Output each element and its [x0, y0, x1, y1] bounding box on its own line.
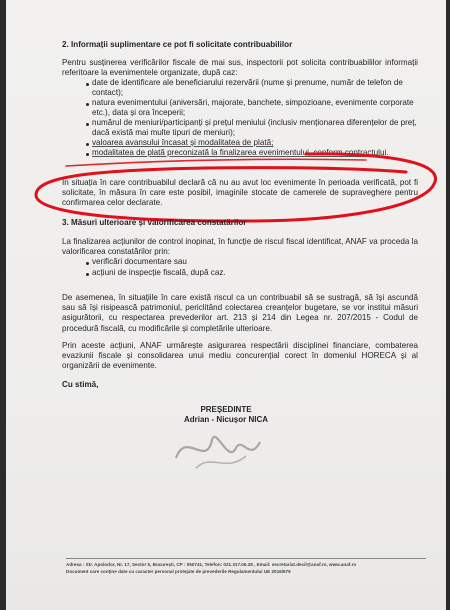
section-2-bullet: valoarea avansului încasat și modalitatea de plată;	[92, 138, 274, 147]
footer-divider	[66, 558, 426, 559]
section-2-heading: 2. Informații suplimentare ce pot fi solicitate contribuabililor	[62, 40, 293, 49]
section-2-bullet: numărul de meniuri/participanți și prețul meniului (inclusiv menționarea diferențelor de preț, dacă există mai multe tipuri de meniuri);	[92, 118, 417, 138]
signatory-title: PREȘEDINTE	[200, 405, 252, 414]
section-3-bullet: acțiuni de inspecție fiscală, după caz.	[92, 268, 226, 277]
section-2-bullet: natura evenimentului (aniversări, majorate, banchete, simpozioane, evenimente corporate etc.), data și ora începerii;	[92, 98, 414, 118]
section-3-bullet: verificări documentare sau	[92, 257, 187, 266]
handwritten-signature	[156, 418, 276, 478]
section-2-intro: Pentru susținerea verificărilor fiscale de mai sus, inspectorii pot solicita contribuabililor informații referitoare la evenimentele organizate, după caz:	[62, 58, 418, 78]
section-3-intro: La finalizarea acțiunilor de control inopinat, în funcție de riscul fiscal identificat, ANAF va proceda la valorificarea constatărilor prin:	[62, 237, 418, 257]
footer-address: Adresa : Str. Apolodor, Nr. 17, Sector 5, București, CP : 050741, Telefon: 021.317.06.28 , Email: secretariat.decil@anaf.ro, www.anaf.ro	[66, 562, 357, 567]
section-3-paragraph-1: De asemenea, în situațiile în care există riscul ca un contribuabil să se sustragă, să își ascundă sau să își risipească patrimoniul, periclitând colectarea creanțelor bugetare, se vor institui măsuri asigurătorii, cu respectarea prevederilor art. 213 și 214 din Legea nr. 207/2015 - Codul de procedură fiscală, cu modificările și completările ulterioare.	[62, 293, 418, 333]
section-2-bullet: modalitatea de plată preconizată la finalizarea evenimentului, conform contractului.	[92, 148, 389, 157]
section-3-heading: 3. Măsuri ulterioare și valorificarea constatărilor	[62, 218, 247, 227]
highlighted-paragraph: În situația în care contribuabilul declară că nu au avut loc evenimente în perioada verificată, pot fi solicitate, în măsura în care este posibil, imaginile stocate de camerele de supraveghere pentru confirmarea celor declarate.	[62, 178, 418, 208]
section-2-bullet: date de identificare ale beneficiarului rezervării (nume și prenume, număr de telefon de contact);	[92, 78, 403, 98]
bullet-icon	[86, 273, 89, 276]
document-page	[6, 0, 446, 610]
closing-greeting: Cu stimă,	[62, 380, 99, 389]
signatory-name: Adrian - Nicușor NICA	[183, 415, 268, 424]
bullet-icon	[86, 262, 89, 265]
footer-gdpr-notice: Document care conține date cu caracter personal protejate de prevederile Regulamentului UE 2016/679	[66, 569, 291, 574]
section-3-paragraph-2: Prin aceste acțiuni, ANAF urmărește asigurarea respectării disciplinei financiare, combaterea evaziunii fiscale și consolidarea unui mediu concurențial corect în domeniul HORECA și al organizării de evenimente.	[62, 341, 418, 371]
